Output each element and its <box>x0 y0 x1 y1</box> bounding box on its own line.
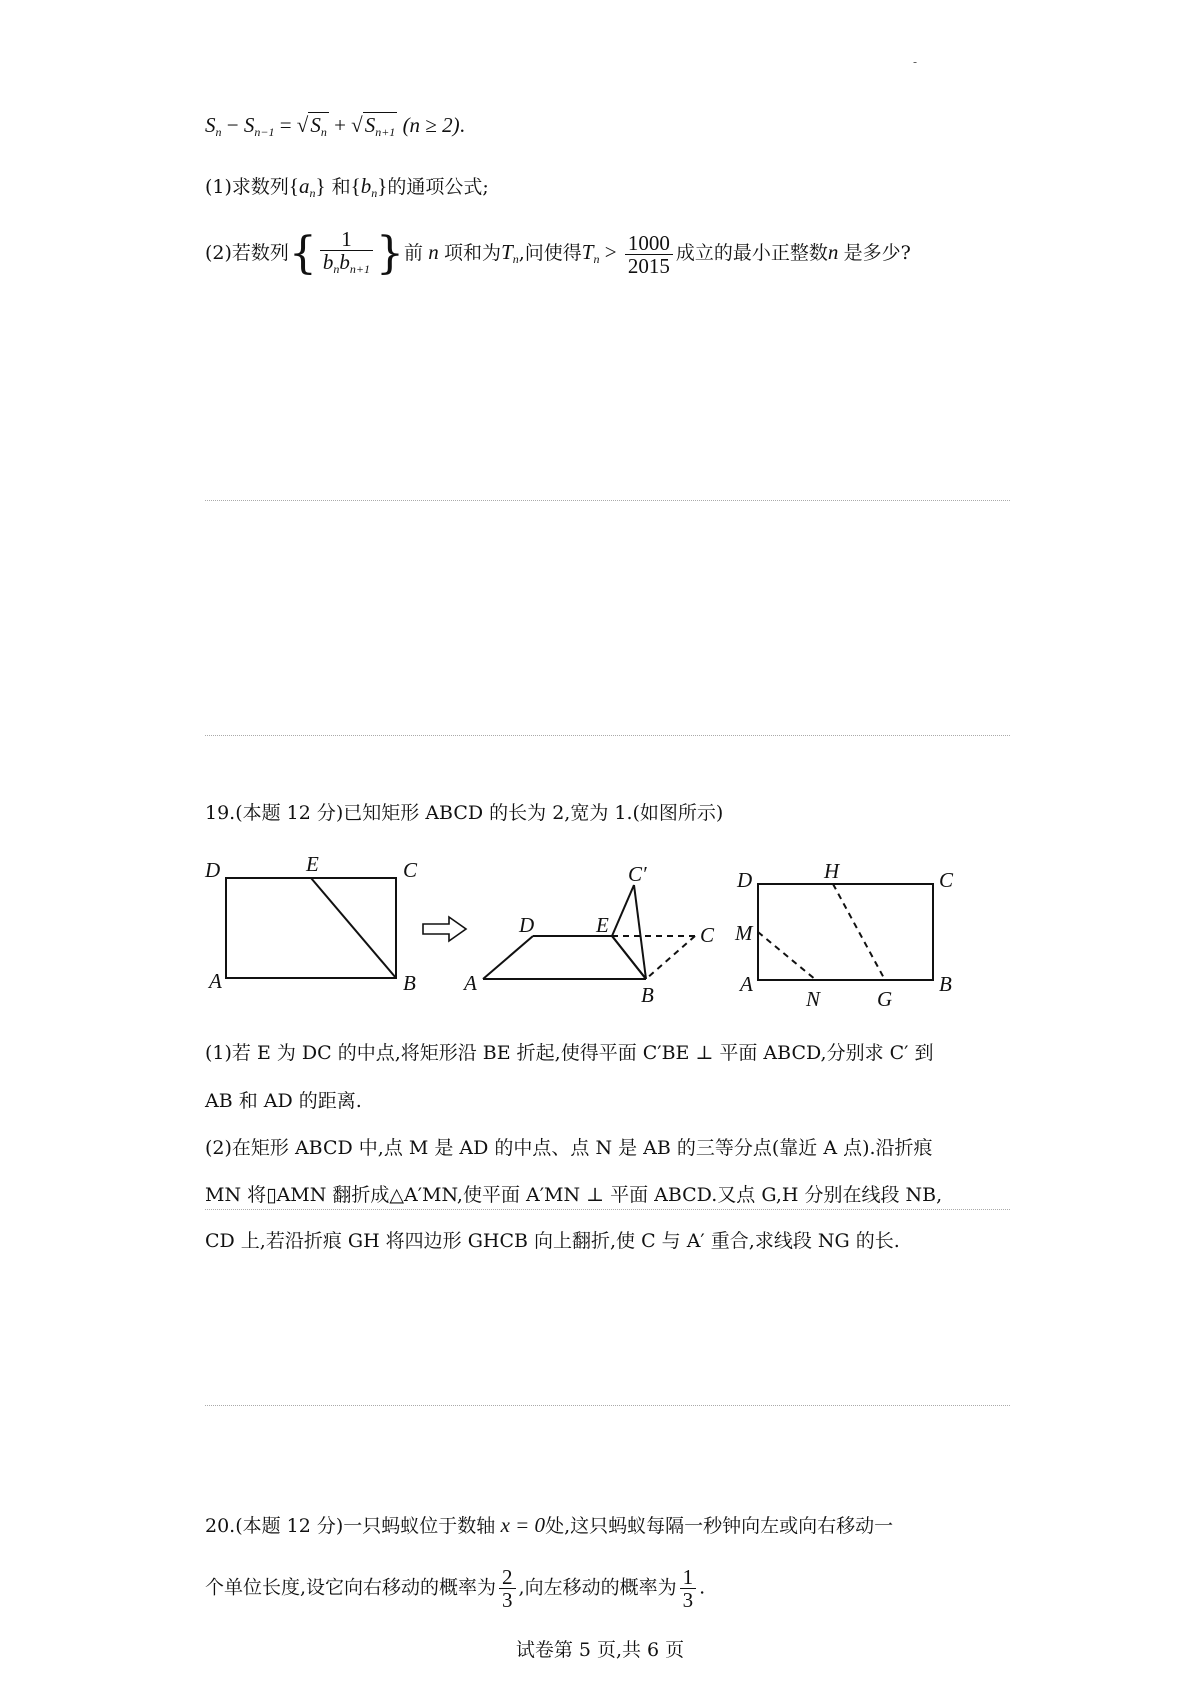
f1-label-C: C <box>403 858 418 882</box>
figure-rectangle-mn-gh <box>758 884 933 980</box>
answer-divider-1 <box>205 500 1010 501</box>
f2-label-D: D <box>519 913 535 937</box>
f3-label-M: M <box>735 921 753 945</box>
f3-label-A: A <box>740 972 753 996</box>
answer-divider-3 <box>205 1209 1010 1210</box>
f2-label-C: C <box>700 923 715 947</box>
answer-divider-4 <box>205 1405 1010 1406</box>
figure-folded-3d <box>483 885 695 979</box>
header-mark: - <box>913 55 918 69</box>
f1-label-D: D <box>205 858 221 882</box>
prob-left-fraction: $\frac{1}{3}$ <box>680 1566 697 1611</box>
q19-part2-line3: CD 上,若沿折痕 GH 将四边形 GHCB 向上翻折,使 C 与 A′ 重合,求线段 NG 的长. <box>205 1230 900 1252</box>
q19-figures <box>0 855 1200 1025</box>
figure-rectangle-fold-be <box>226 878 396 978</box>
f2-label-A: A <box>464 971 477 995</box>
f3-label-D: D <box>737 868 753 892</box>
f1-label-E: E <box>306 855 319 876</box>
q18-part1: (1)求数列$\{a_n\}$ 和$\{b_n\}$的通项公式; <box>205 174 489 200</box>
f2-label-E: E <box>596 913 609 937</box>
q18-part2: (2)若数列{ $\frac{1}{b_nb_{n+1}}$ }前 n 项和为$T_n$,问使得$T_n$ > $\frac{1000}{2015}$ 成立的最小正整数n 是多少? <box>205 227 911 279</box>
q20-line1: 20.(本题 12 分)一只蚂蚁位于数轴 x = 0处,这只蚂蚁每隔一秒钟向左或向右移动一 <box>205 1513 894 1537</box>
f1-label-A: A <box>209 969 222 993</box>
f3-label-H: H <box>824 859 840 883</box>
q19-part2-line1: (2)在矩形 ABCD 中,点 M 是 AD 的中点、点 N 是 AB 的三等分点(靠近 A 点).沿折痕 <box>205 1137 933 1159</box>
recurrence-equation: $S_n - S_{n-1} = √S_n + √S_{n+1}$ (n ≥ 2). <box>205 113 465 139</box>
answer-divider-2 <box>205 735 1010 736</box>
f3-label-G: G <box>877 987 893 1011</box>
q19-title: 19.(本题 12 分)已知矩形 ABCD 的长为 2,宽为 1.(如图所示) <box>205 802 724 824</box>
f3-label-B: B <box>939 972 952 996</box>
f1-label-B: B <box>403 971 416 995</box>
page-footer: 试卷第 5 页,共 6 页 <box>515 1639 685 1661</box>
prob-right-fraction: $\frac{2}{3}$ <box>499 1566 516 1611</box>
q19-part1-line2: AB 和 AD 的距离. <box>205 1090 362 1112</box>
f2-label-Cprime: C′ <box>628 862 647 886</box>
arrow-icon <box>423 917 466 941</box>
q19-part1-line1: (1)若 E 为 DC 的中点,将矩形沿 BE 折起,使得平面 C′BE ⊥ 平面 ABCD,分别求 C′ 到 <box>205 1042 934 1064</box>
f3-label-N: N <box>806 987 821 1011</box>
q20-line2: 个单位长度,设它向右移动的概率为 $\frac{2}{3}$ ,向左移动的概率为 $\frac{1}{3}$ . <box>205 1565 706 1612</box>
f3-label-C: C <box>939 868 954 892</box>
q19-part2-line2: MN 将▯AMN 翻折成△A′MN,使平面 A′MN ⊥ 平面 ABCD.又点 G,H 分别在线段 NB, <box>205 1184 943 1206</box>
f2-label-B: B <box>641 983 654 1007</box>
